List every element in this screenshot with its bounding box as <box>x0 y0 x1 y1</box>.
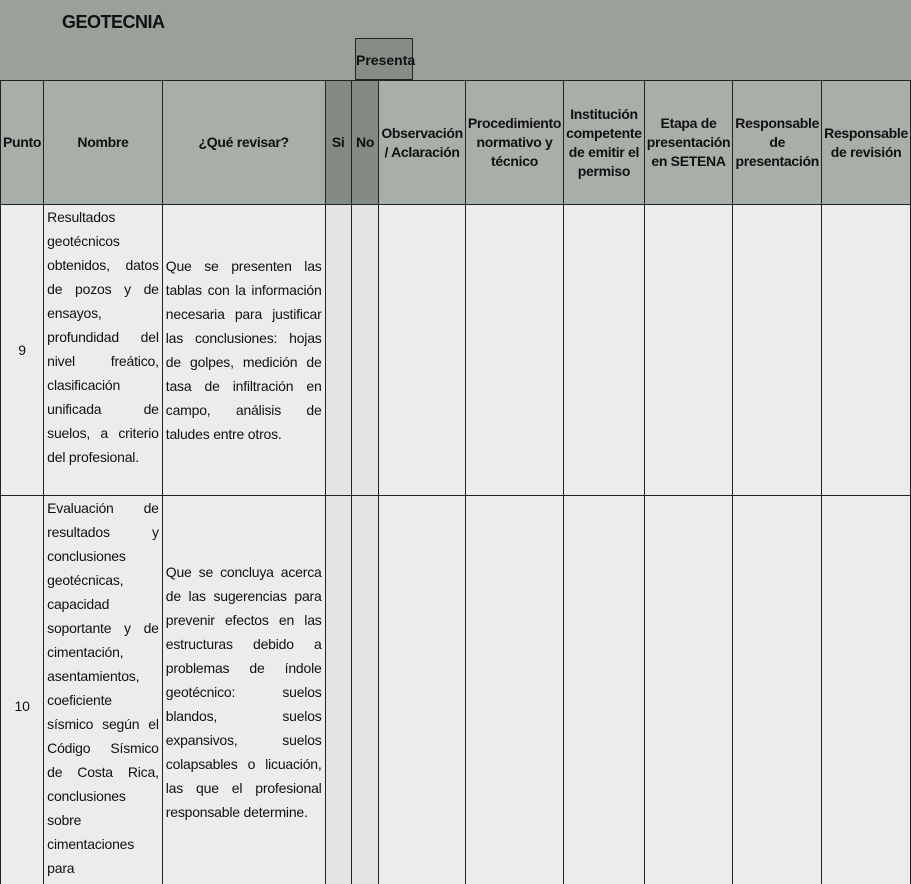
row-si-cell[interactable] <box>325 205 351 496</box>
header-no: No <box>351 81 379 205</box>
header-que-revisar: ¿Qué revisar? <box>162 81 325 205</box>
header-procedimiento: Procedimiento normativo y técnico <box>465 81 563 205</box>
row-si-cell[interactable] <box>325 496 351 884</box>
row-responsable-revision-cell[interactable] <box>822 205 911 496</box>
table-row <box>1 205 911 496</box>
header-row <box>1 81 911 205</box>
row-que-revisar: Que se presenten las tablas con la información necesaria para justificar las conclusiones: hojas de golpes, medición de tasa de infiltración en campo, análisis de taludes entre otros. <box>162 205 325 496</box>
row-procedimiento-cell[interactable] <box>465 205 563 496</box>
row-responsable-revision-cell[interactable] <box>822 496 911 884</box>
checklist-table <box>0 80 911 884</box>
row-procedimiento-cell[interactable] <box>465 496 563 884</box>
row-responsable-presentacion-cell[interactable] <box>733 496 822 884</box>
row-que-revisar: Que se concluya acerca de las sugerencias para prevenir efectos en las estructuras debido a problemas de índole geotécnico: suelos blandos, suelos expansivos, suelos colapsables o licuación, las que el profesional responsable determine. <box>162 496 325 884</box>
header-institucion: Institución competente de emitir el permiso <box>564 81 645 205</box>
row-punto: 10 <box>1 496 44 884</box>
row-punto: 9 <box>1 205 44 496</box>
row-nombre: Evaluación de resultados y conclusiones geotécnicas, capacidad soportante y de cimentación, asentamientos, coeficiente sísmico según el Código Sísmico de Costa Rica, conclusiones sobre cimentaciones para <box>44 496 163 884</box>
header-responsable-presentacion: Responsable de presentación <box>733 81 822 205</box>
row-no-cell[interactable] <box>351 205 379 496</box>
header-responsable-revision: Responsable de revisión <box>822 81 911 205</box>
row-no-cell[interactable] <box>351 496 379 884</box>
row-observacion-cell[interactable] <box>379 496 466 884</box>
header-punto: Punto <box>1 81 44 205</box>
row-etapa-cell[interactable] <box>644 496 733 884</box>
section-title: GEOTECNIA <box>62 12 165 32</box>
row-etapa-cell[interactable] <box>644 205 733 496</box>
presenta-header: Presenta <box>355 38 413 80</box>
row-observacion-cell[interactable] <box>379 205 466 496</box>
table-row <box>1 496 911 884</box>
header-etapa: Etapa de presentación en SETENA <box>644 81 733 205</box>
row-responsable-presentacion-cell[interactable] <box>733 205 822 496</box>
row-institucion-cell[interactable] <box>564 496 645 884</box>
row-institucion-cell[interactable] <box>564 205 645 496</box>
header-observacion: Observación / Aclaración <box>379 81 466 205</box>
header-nombre: Nombre <box>44 81 163 205</box>
row-nombre: Resultados geotécnicos obtenidos, datos de pozos y de ensayos, profundidad del nivel freático, clasificación unificada de suelos, a criterio del profesional. <box>44 205 163 496</box>
header-si: Si <box>325 81 351 205</box>
